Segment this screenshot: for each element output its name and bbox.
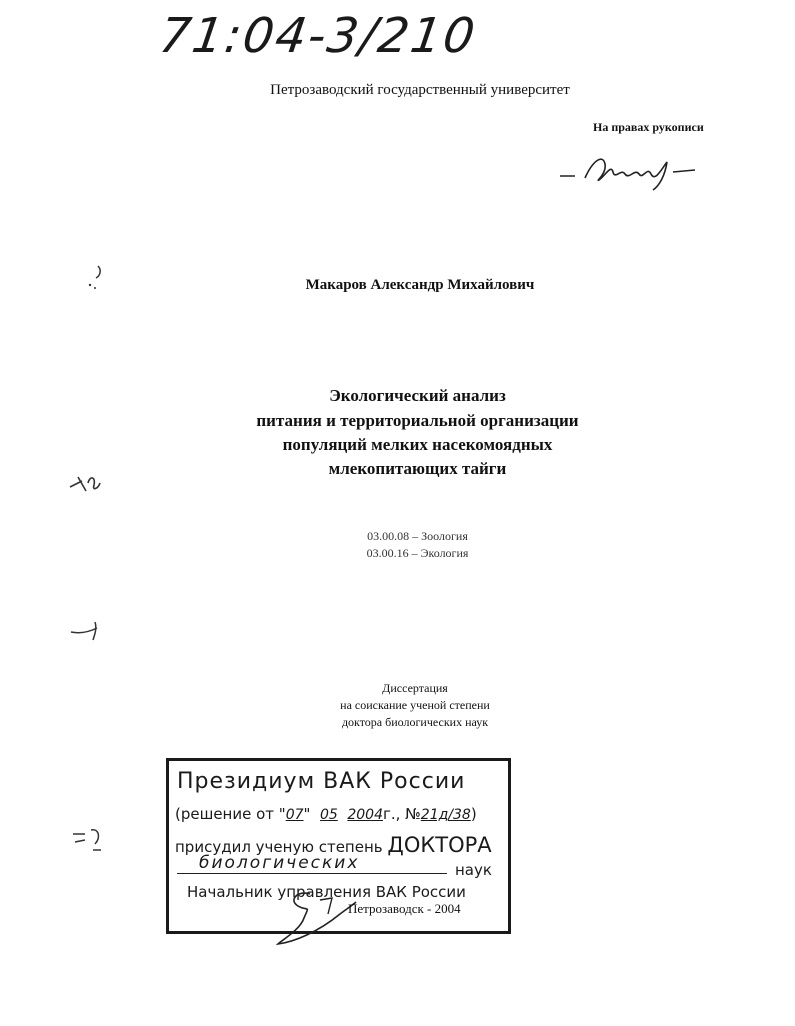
- stamp-title: Президиум ВАК России: [177, 769, 466, 794]
- dissertation-label: Диссертация: [382, 681, 448, 695]
- margin-mark-2: [60, 465, 110, 505]
- stamp-degree: ДОКТОРА: [387, 833, 492, 857]
- stamp-decision-year: 2004: [347, 807, 383, 823]
- city-year: Петрозаводск - 2004: [348, 901, 461, 916]
- margin-mark-4: [65, 820, 115, 860]
- dissertation-degree-line: на соискание ученой степени: [340, 698, 490, 712]
- stamp-decision-day: 07: [285, 807, 304, 823]
- stamp-head-label: Начальник управления ВАК России: [187, 883, 466, 901]
- stamp-decision-close: ): [470, 805, 477, 823]
- specialty-ecology: 03.00.16 – Экология: [366, 546, 469, 560]
- margin-mark-3: [65, 612, 115, 647]
- title-line-3: популяций мелких насекомоядных: [282, 435, 553, 454]
- stamp-decision-month: 05: [319, 807, 338, 823]
- stamp-field-label: наук: [455, 861, 492, 879]
- author-name: Макаров Александр Михайлович: [305, 277, 535, 293]
- stamp-field-underline: [177, 873, 447, 874]
- stamp-field-handwritten: биологических: [199, 853, 360, 873]
- stamp-decision-year-suffix: г., №: [383, 805, 421, 823]
- manuscript-note: На правах рукописи: [593, 120, 704, 134]
- university-name: Петрозаводский государственный университет: [270, 82, 570, 98]
- archive-code-handwritten: 71:04-3/210: [156, 8, 480, 64]
- dissertation-science-line: доктора биологических наук: [341, 715, 489, 729]
- stamp-decision: [175, 805, 477, 823]
- title-line-2: питания и территориальной организации: [256, 411, 579, 430]
- stamp-decision-number: 21д/38: [420, 807, 471, 823]
- margin-mark-1: [60, 260, 120, 300]
- stamp-awarded-label: присудил ученую степень: [175, 838, 383, 856]
- stamp-decision-prefix: (решение от ": [175, 805, 286, 823]
- title-line-1: Экологический анализ: [329, 386, 506, 405]
- stamp-decision-quote: ": [303, 805, 311, 823]
- author-signature: [555, 150, 705, 195]
- stamp-signature: [270, 884, 360, 954]
- specialty-zoology: 03.00.08 – Зоология: [367, 529, 468, 543]
- title-line-4: млекопитающих тайги: [328, 459, 507, 478]
